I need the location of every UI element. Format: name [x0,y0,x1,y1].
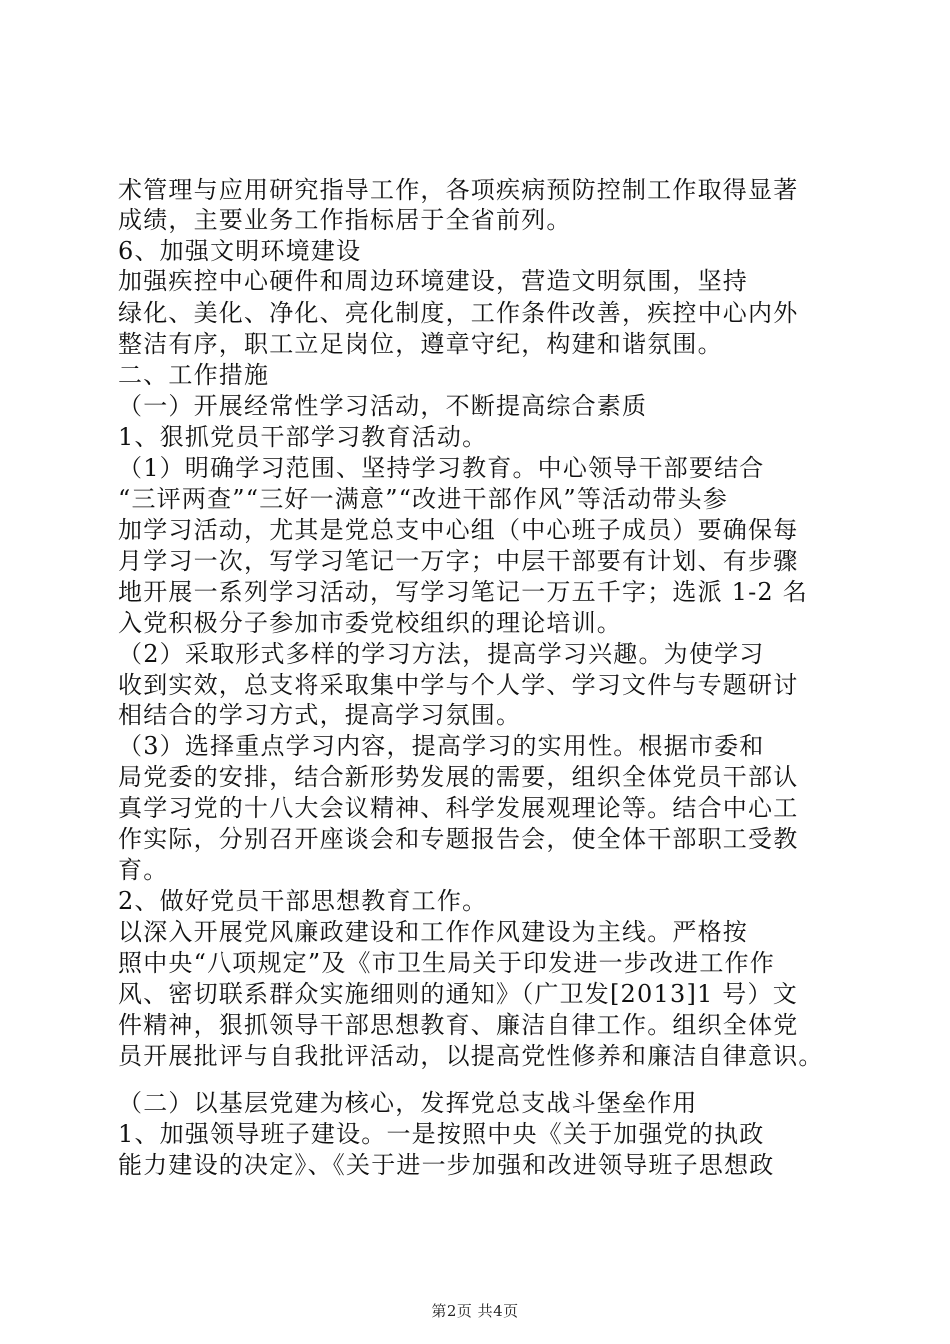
text-line: 局党委的安排，结合新形势发展的需要，组织全体党员干部认 [118,763,799,791]
text-line: 2、做好党员干部思想教育工作。 [118,887,488,915]
text-line: （二）以基层党建为核心，发挥党总支战斗堡垒作用 [118,1089,698,1117]
text-line: 入党积极分子参加市委党校组织的理论培训。 [118,609,622,637]
text-line: 整洁有序，职工立足岗位，遵章守纪，构建和谐氛围。 [118,330,723,358]
text-line: 收到实效，总支将采取集中学与个人学、学习文件与专题研讨 [118,671,799,699]
text-line: 能力建设的决定》、《关于进一步加强和改进领导班子思想政 [118,1151,775,1179]
text-line: 二、工作措施 [118,361,270,389]
text-line: 加强疾控中心硬件和周边环境建设，营造文明氛围，坚持 [118,267,748,295]
text-line: 术管理与应用研究指导工作，各项疾病预防控制工作取得显著 [118,176,799,204]
text-line: 作实际，分别召开座谈会和专题报告会，使全体干部职工受教 [118,825,799,853]
text-line: 地开展一系列学习活动，写学习笔记一万五千字；选派 1-2 名 [118,578,808,606]
text-line: 风、密切联系群众实施细则的通知》（广卫发[2013]1 号）文 [118,980,798,1008]
text-line: （1）明确学习范围、坚持学习教育。中心领导干部要结合 [118,454,765,482]
text-line: 成绩，主要业务工作指标居于全省前列。 [118,206,572,234]
page-number-footer: 第2页 共4页 [431,1302,519,1320]
text-line: 加学习活动，尤其是党总支中心组（中心班子成员）要确保每 [118,516,799,544]
text-line: （2）采取形式多样的学习方法，提高学习兴趣。为使学习 [118,640,765,668]
text-line: 相结合的学习方式，提高学习氛围。 [118,701,522,729]
text-line: 件精神，狠抓领导干部思想教育、廉洁自律工作。组织全体党 [118,1011,799,1039]
text-line: 1、加强领导班子建设。一是按照中央《关于加强党的执政 [118,1120,765,1148]
text-line: （3）选择重点学习内容，提高学习的实用性。根据市委和 [118,732,765,760]
text-line: 以深入开展党风廉政建设和工作作风建设为主线。严格按 [118,918,748,946]
text-line: 育。 [118,856,169,884]
text-line: 真学习党的十八大会议精神、科学发展观理论等。结合中心工 [118,794,799,822]
text-line: 绿化、美化、净化、亮化制度，工作条件改善，疾控中心内外 [118,299,799,327]
text-line: 照中央“八项规定”及《市卫生局关于印发进一步改进工作作 [118,949,775,977]
text-line: 1、狠抓党员干部学习教育活动。 [118,423,488,451]
text-line: “三评两查”“三好一满意”“改进干部作风”等活动带头参 [118,485,729,513]
text-line: （一）开展经常性学习活动，不断提高综合素质 [118,392,648,420]
text-line: 员开展批评与自我批评活动，以提高党性修养和廉洁自律意识。 [118,1042,824,1070]
text-line: 月学习一次，写学习笔记一万字；中层干部要有计划、有步骤 [118,547,799,575]
text-line: 6、加强文明环境建设 [118,237,362,265]
